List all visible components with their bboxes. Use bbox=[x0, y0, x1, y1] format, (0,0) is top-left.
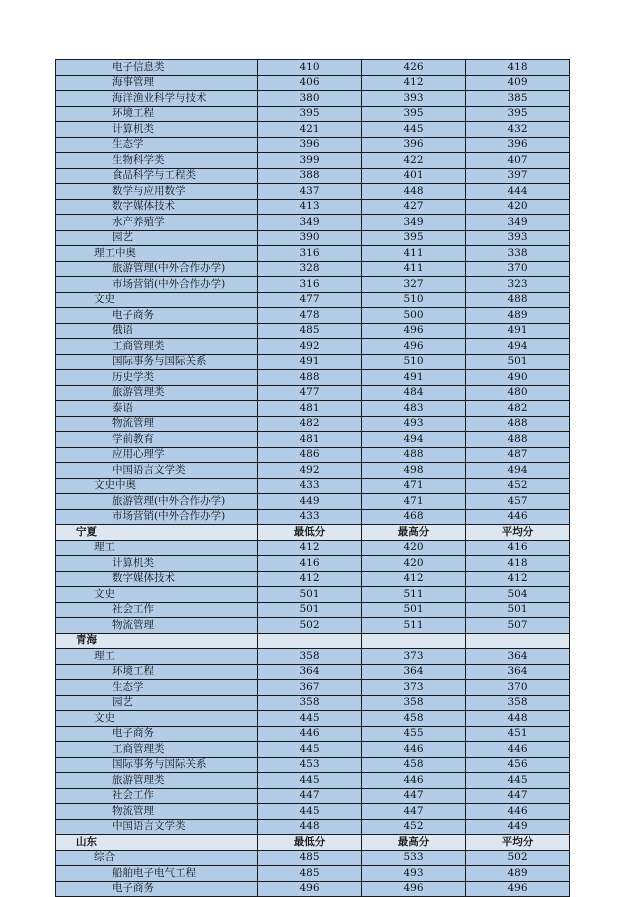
max-score: 511 bbox=[362, 618, 466, 634]
max-score: 427 bbox=[362, 199, 466, 215]
max-score: 412 bbox=[362, 75, 466, 91]
major-row bbox=[56, 773, 570, 789]
major-row bbox=[56, 819, 570, 835]
category-name: 文史 bbox=[56, 587, 258, 603]
major-row bbox=[56, 323, 570, 339]
min-score: 358 bbox=[258, 695, 362, 711]
max-score: 395 bbox=[362, 106, 466, 122]
max-score: 511 bbox=[362, 587, 466, 603]
min-score: 481 bbox=[258, 401, 362, 417]
avg-score: 448 bbox=[466, 711, 570, 727]
avg-score: 489 bbox=[466, 308, 570, 324]
min-score: 491 bbox=[258, 354, 362, 370]
major-row bbox=[56, 106, 570, 122]
min-score: 448 bbox=[258, 819, 362, 835]
max-score: 最高分 bbox=[362, 835, 466, 851]
max-score: 420 bbox=[362, 540, 466, 556]
avg-score: 396 bbox=[466, 137, 570, 153]
major-name: 物流管理 bbox=[56, 416, 258, 432]
category-row bbox=[56, 292, 570, 308]
major-name: 中国语言文学类 bbox=[56, 819, 258, 835]
min-score: 390 bbox=[258, 230, 362, 246]
major-name: 电子信息类 bbox=[56, 60, 258, 76]
avg-score: 323 bbox=[466, 277, 570, 293]
major-name: 历史学类 bbox=[56, 370, 258, 386]
max-score: 500 bbox=[362, 308, 466, 324]
avg-score: 456 bbox=[466, 757, 570, 773]
avg-score: 418 bbox=[466, 60, 570, 76]
category-name: 文史 bbox=[56, 292, 258, 308]
major-row bbox=[56, 742, 570, 758]
avg-score: 364 bbox=[466, 649, 570, 665]
min-score: 421 bbox=[258, 122, 362, 138]
min-score: 501 bbox=[258, 602, 362, 618]
max-score bbox=[362, 633, 466, 649]
avg-score: 490 bbox=[466, 370, 570, 386]
province-name: 山东 bbox=[56, 835, 258, 851]
province-header-row bbox=[56, 633, 570, 649]
major-row bbox=[56, 370, 570, 386]
major-name: 海洋渔业科学与技术 bbox=[56, 91, 258, 107]
max-score: 496 bbox=[362, 323, 466, 339]
min-score: 445 bbox=[258, 773, 362, 789]
max-score: 420 bbox=[362, 556, 466, 572]
major-name: 学前教育 bbox=[56, 432, 258, 448]
max-score: 510 bbox=[362, 292, 466, 308]
major-row bbox=[56, 463, 570, 479]
max-score: 496 bbox=[362, 881, 466, 897]
major-name: 园艺 bbox=[56, 695, 258, 711]
major-row bbox=[56, 447, 570, 463]
max-score: 493 bbox=[362, 866, 466, 882]
avg-score: 496 bbox=[466, 881, 570, 897]
major-name: 社会工作 bbox=[56, 602, 258, 618]
max-score: 395 bbox=[362, 230, 466, 246]
major-name: 旅游管理(中外合作办学) bbox=[56, 261, 258, 277]
major-name: 海事管理 bbox=[56, 75, 258, 91]
major-name: 工商管理类 bbox=[56, 339, 258, 355]
min-score: 410 bbox=[258, 60, 362, 76]
max-score: 426 bbox=[362, 60, 466, 76]
min-score: 477 bbox=[258, 292, 362, 308]
score-table bbox=[55, 59, 570, 897]
major-row bbox=[56, 866, 570, 882]
major-row bbox=[56, 339, 570, 355]
avg-score: 494 bbox=[466, 463, 570, 479]
avg-score: 501 bbox=[466, 602, 570, 618]
major-row bbox=[56, 664, 570, 680]
max-score: 491 bbox=[362, 370, 466, 386]
avg-score: 370 bbox=[466, 680, 570, 696]
major-name: 食品科学与工程类 bbox=[56, 168, 258, 184]
min-score: 406 bbox=[258, 75, 362, 91]
max-score: 447 bbox=[362, 788, 466, 804]
min-score: 492 bbox=[258, 463, 362, 479]
avg-score: 444 bbox=[466, 184, 570, 200]
avg-score: 418 bbox=[466, 556, 570, 572]
max-score: 401 bbox=[362, 168, 466, 184]
avg-score: 451 bbox=[466, 726, 570, 742]
avg-score: 395 bbox=[466, 106, 570, 122]
major-row bbox=[56, 509, 570, 525]
avg-score: 488 bbox=[466, 416, 570, 432]
major-row bbox=[56, 602, 570, 618]
category-name: 文史 bbox=[56, 711, 258, 727]
avg-score: 407 bbox=[466, 153, 570, 169]
min-score: 412 bbox=[258, 540, 362, 556]
major-name: 物流管理 bbox=[56, 804, 258, 820]
min-score: 412 bbox=[258, 571, 362, 587]
category-row bbox=[56, 711, 570, 727]
avg-score: 504 bbox=[466, 587, 570, 603]
min-score: 433 bbox=[258, 509, 362, 525]
major-name: 旅游管理类 bbox=[56, 773, 258, 789]
avg-score: 447 bbox=[466, 788, 570, 804]
min-score: 316 bbox=[258, 246, 362, 262]
avg-score: 494 bbox=[466, 339, 570, 355]
major-row bbox=[56, 261, 570, 277]
major-name: 中国语言文学类 bbox=[56, 463, 258, 479]
min-score: 396 bbox=[258, 137, 362, 153]
major-row bbox=[56, 695, 570, 711]
min-score: 486 bbox=[258, 447, 362, 463]
max-score: 412 bbox=[362, 571, 466, 587]
min-score: 316 bbox=[258, 277, 362, 293]
avg-score bbox=[466, 633, 570, 649]
min-score: 416 bbox=[258, 556, 362, 572]
category-row bbox=[56, 649, 570, 665]
min-score: 446 bbox=[258, 726, 362, 742]
category-row bbox=[56, 540, 570, 556]
major-name: 数学与应用数学 bbox=[56, 184, 258, 200]
max-score: 411 bbox=[362, 261, 466, 277]
major-row bbox=[56, 153, 570, 169]
avg-score: 平均分 bbox=[466, 525, 570, 541]
max-score: 471 bbox=[362, 478, 466, 494]
avg-score: 488 bbox=[466, 292, 570, 308]
major-name: 数字媒体技术 bbox=[56, 571, 258, 587]
major-row bbox=[56, 60, 570, 76]
major-row bbox=[56, 75, 570, 91]
max-score: 447 bbox=[362, 804, 466, 820]
min-score: 453 bbox=[258, 757, 362, 773]
major-row bbox=[56, 494, 570, 510]
province-name: 宁夏 bbox=[56, 525, 258, 541]
major-row bbox=[56, 680, 570, 696]
avg-score: 489 bbox=[466, 866, 570, 882]
avg-score: 432 bbox=[466, 122, 570, 138]
max-score: 373 bbox=[362, 649, 466, 665]
avg-score: 457 bbox=[466, 494, 570, 510]
max-score: 364 bbox=[362, 664, 466, 680]
max-score: 471 bbox=[362, 494, 466, 510]
min-score: 481 bbox=[258, 432, 362, 448]
min-score: 395 bbox=[258, 106, 362, 122]
min-score: 492 bbox=[258, 339, 362, 355]
avg-score: 502 bbox=[466, 850, 570, 866]
max-score: 496 bbox=[362, 339, 466, 355]
major-row bbox=[56, 385, 570, 401]
max-score: 396 bbox=[362, 137, 466, 153]
max-score: 483 bbox=[362, 401, 466, 417]
avg-score: 491 bbox=[466, 323, 570, 339]
major-name: 物流管理 bbox=[56, 618, 258, 634]
major-row bbox=[56, 432, 570, 448]
major-row bbox=[56, 199, 570, 215]
min-score: 449 bbox=[258, 494, 362, 510]
max-score: 327 bbox=[362, 277, 466, 293]
min-score: 367 bbox=[258, 680, 362, 696]
max-score: 494 bbox=[362, 432, 466, 448]
min-score: 485 bbox=[258, 850, 362, 866]
major-row bbox=[56, 137, 570, 153]
major-row bbox=[56, 122, 570, 138]
major-name: 国际事务与国际关系 bbox=[56, 757, 258, 773]
major-row bbox=[56, 230, 570, 246]
max-score: 458 bbox=[362, 757, 466, 773]
min-score: 364 bbox=[258, 664, 362, 680]
avg-score: 370 bbox=[466, 261, 570, 277]
major-name: 工商管理类 bbox=[56, 742, 258, 758]
max-score: 448 bbox=[362, 184, 466, 200]
max-score: 446 bbox=[362, 742, 466, 758]
min-score: 380 bbox=[258, 91, 362, 107]
min-score: 502 bbox=[258, 618, 362, 634]
major-row bbox=[56, 184, 570, 200]
max-score: 458 bbox=[362, 711, 466, 727]
major-row bbox=[56, 168, 570, 184]
avg-score: 446 bbox=[466, 509, 570, 525]
avg-score: 480 bbox=[466, 385, 570, 401]
avg-score: 393 bbox=[466, 230, 570, 246]
avg-score: 409 bbox=[466, 75, 570, 91]
major-row bbox=[56, 401, 570, 417]
min-score: 445 bbox=[258, 804, 362, 820]
province-header-row bbox=[56, 835, 570, 851]
major-name: 环境工程 bbox=[56, 664, 258, 680]
max-score: 373 bbox=[362, 680, 466, 696]
min-score: 358 bbox=[258, 649, 362, 665]
major-name: 旅游管理类 bbox=[56, 385, 258, 401]
max-score: 358 bbox=[362, 695, 466, 711]
min-score: 445 bbox=[258, 742, 362, 758]
major-row bbox=[56, 556, 570, 572]
major-row bbox=[56, 308, 570, 324]
category-row bbox=[56, 478, 570, 494]
category-name: 理工中奥 bbox=[56, 246, 258, 262]
max-score: 446 bbox=[362, 773, 466, 789]
min-score: 485 bbox=[258, 866, 362, 882]
category-row bbox=[56, 850, 570, 866]
major-name: 电子商务 bbox=[56, 726, 258, 742]
avg-score: 338 bbox=[466, 246, 570, 262]
major-name: 电子商务 bbox=[56, 881, 258, 897]
max-score: 533 bbox=[362, 850, 466, 866]
major-name: 环境工程 bbox=[56, 106, 258, 122]
min-score: 413 bbox=[258, 199, 362, 215]
min-score: 485 bbox=[258, 323, 362, 339]
major-row bbox=[56, 215, 570, 231]
min-score: 最低分 bbox=[258, 835, 362, 851]
major-name: 市场营销(中外合作办学) bbox=[56, 509, 258, 525]
category-row bbox=[56, 246, 570, 262]
avg-score: 358 bbox=[466, 695, 570, 711]
max-score: 501 bbox=[362, 602, 466, 618]
major-row bbox=[56, 788, 570, 804]
score-table-body bbox=[56, 60, 570, 897]
min-score: 349 bbox=[258, 215, 362, 231]
major-row bbox=[56, 618, 570, 634]
max-score: 393 bbox=[362, 91, 466, 107]
major-name: 生态学 bbox=[56, 680, 258, 696]
major-name: 社会工作 bbox=[56, 788, 258, 804]
min-score: 445 bbox=[258, 711, 362, 727]
max-score: 349 bbox=[362, 215, 466, 231]
avg-score: 385 bbox=[466, 91, 570, 107]
max-score: 488 bbox=[362, 447, 466, 463]
avg-score: 420 bbox=[466, 199, 570, 215]
min-score: 399 bbox=[258, 153, 362, 169]
major-name: 生态学 bbox=[56, 137, 258, 153]
major-row bbox=[56, 804, 570, 820]
avg-score: 364 bbox=[466, 664, 570, 680]
major-name: 俄语 bbox=[56, 323, 258, 339]
category-name: 理工 bbox=[56, 540, 258, 556]
major-row bbox=[56, 571, 570, 587]
avg-score: 446 bbox=[466, 804, 570, 820]
avg-score: 445 bbox=[466, 773, 570, 789]
province-name: 青海 bbox=[56, 633, 258, 649]
max-score: 最高分 bbox=[362, 525, 466, 541]
major-name: 水产养殖学 bbox=[56, 215, 258, 231]
major-row bbox=[56, 354, 570, 370]
avg-score: 397 bbox=[466, 168, 570, 184]
province-header-row bbox=[56, 525, 570, 541]
major-row bbox=[56, 416, 570, 432]
min-score: 328 bbox=[258, 261, 362, 277]
avg-score: 452 bbox=[466, 478, 570, 494]
major-name: 计算机类 bbox=[56, 122, 258, 138]
avg-score: 487 bbox=[466, 447, 570, 463]
min-score bbox=[258, 633, 362, 649]
max-score: 484 bbox=[362, 385, 466, 401]
min-score: 437 bbox=[258, 184, 362, 200]
major-name: 市场营销(中外合作办学) bbox=[56, 277, 258, 293]
max-score: 455 bbox=[362, 726, 466, 742]
major-name: 泰语 bbox=[56, 401, 258, 417]
category-row bbox=[56, 587, 570, 603]
category-name: 文史中奥 bbox=[56, 478, 258, 494]
major-name: 国际事务与国际关系 bbox=[56, 354, 258, 370]
min-score: 447 bbox=[258, 788, 362, 804]
major-name: 计算机类 bbox=[56, 556, 258, 572]
major-name: 生物科学类 bbox=[56, 153, 258, 169]
min-score: 388 bbox=[258, 168, 362, 184]
max-score: 468 bbox=[362, 509, 466, 525]
major-row bbox=[56, 757, 570, 773]
avg-score: 482 bbox=[466, 401, 570, 417]
avg-score: 平均分 bbox=[466, 835, 570, 851]
major-name: 数字媒体技术 bbox=[56, 199, 258, 215]
min-score: 433 bbox=[258, 478, 362, 494]
major-name: 应用心理学 bbox=[56, 447, 258, 463]
max-score: 493 bbox=[362, 416, 466, 432]
min-score: 478 bbox=[258, 308, 362, 324]
min-score: 496 bbox=[258, 881, 362, 897]
major-row bbox=[56, 726, 570, 742]
max-score: 452 bbox=[362, 819, 466, 835]
avg-score: 412 bbox=[466, 571, 570, 587]
avg-score: 501 bbox=[466, 354, 570, 370]
avg-score: 507 bbox=[466, 618, 570, 634]
major-row bbox=[56, 881, 570, 897]
min-score: 482 bbox=[258, 416, 362, 432]
category-name: 理工 bbox=[56, 649, 258, 665]
max-score: 411 bbox=[362, 246, 466, 262]
min-score: 488 bbox=[258, 370, 362, 386]
major-name: 园艺 bbox=[56, 230, 258, 246]
max-score: 498 bbox=[362, 463, 466, 479]
avg-score: 488 bbox=[466, 432, 570, 448]
min-score: 最低分 bbox=[258, 525, 362, 541]
major-name: 电子商务 bbox=[56, 308, 258, 324]
major-name: 旅游管理(中外合作办学) bbox=[56, 494, 258, 510]
major-row bbox=[56, 277, 570, 293]
avg-score: 349 bbox=[466, 215, 570, 231]
max-score: 422 bbox=[362, 153, 466, 169]
min-score: 477 bbox=[258, 385, 362, 401]
category-name: 综合 bbox=[56, 850, 258, 866]
min-score: 501 bbox=[258, 587, 362, 603]
avg-score: 416 bbox=[466, 540, 570, 556]
avg-score: 449 bbox=[466, 819, 570, 835]
max-score: 445 bbox=[362, 122, 466, 138]
max-score: 510 bbox=[362, 354, 466, 370]
avg-score: 446 bbox=[466, 742, 570, 758]
major-name: 船舶电子电气工程 bbox=[56, 866, 258, 882]
major-row bbox=[56, 91, 570, 107]
